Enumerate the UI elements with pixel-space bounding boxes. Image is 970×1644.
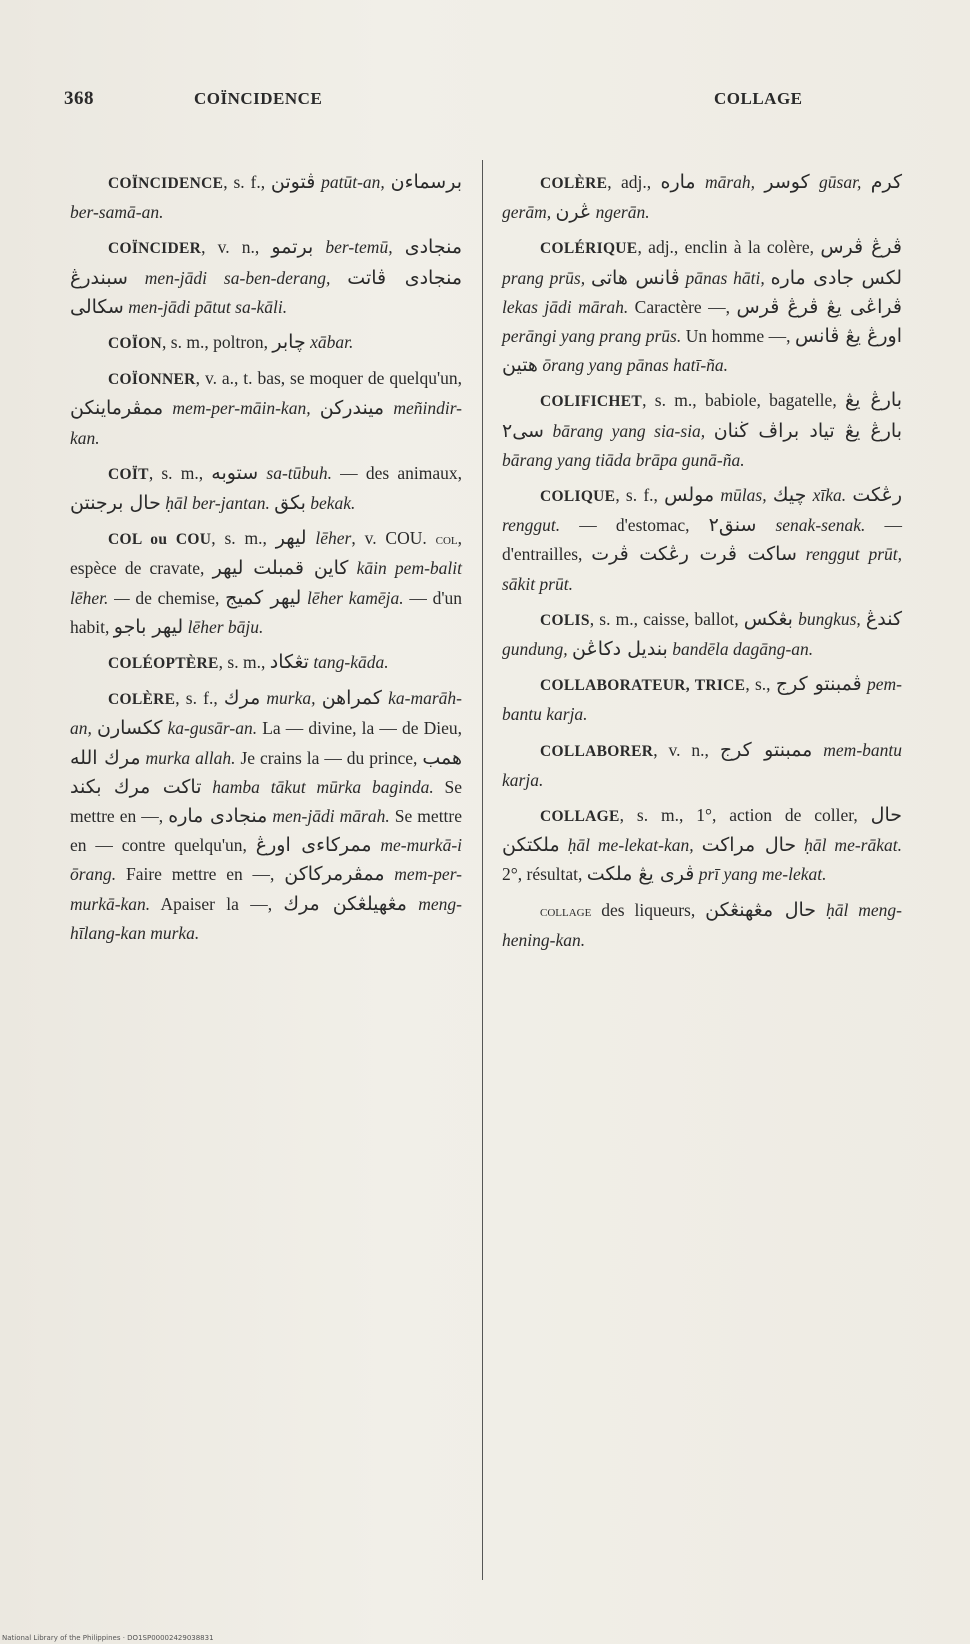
transliteration: kāin pem-balit lēher. — (70, 558, 462, 608)
dictionary-entry (502, 386, 902, 475)
arabic-script: كرم (870, 171, 902, 193)
sense-text: Se mettre en — contre quelqu'un, (70, 806, 463, 856)
arabic-script: مرك (223, 687, 261, 710)
transliteration: senak-senak. (756, 515, 866, 536)
transliteration: bungkus, (792, 608, 866, 629)
sense-text: Caractère —, (628, 296, 737, 317)
headword: COLÈRE (540, 175, 608, 192)
transliteration: meng-hīlang-kan murka. (70, 893, 462, 943)
sense-text: — d'entrailles, (502, 515, 902, 565)
sense-text: des liqueurs, (591, 899, 706, 920)
grammar: , s. f., (615, 485, 665, 506)
transliteration: ber-temū, (313, 237, 405, 258)
arabic-script: بكق (274, 492, 306, 515)
transliteration: mem-bantu karja. (502, 739, 903, 790)
arabic-script: مڠهيلڠكن مرك (283, 892, 407, 915)
headword: COL ou COU (108, 531, 212, 549)
arabic-script: ميندركن (319, 397, 385, 420)
transliteration: xābar. (305, 332, 354, 353)
arabic-script: حال مڠهنڠكن (705, 898, 817, 921)
transliteration: gūsar, (809, 172, 871, 192)
grammar: , s. m., poltron, (162, 332, 273, 353)
arabic-script: سنق٢ (708, 514, 757, 537)
dictionary-entry (502, 801, 902, 890)
headword: COÏNCIDER (108, 240, 202, 258)
dictionary-entry (70, 648, 462, 678)
transliteration: men-jādi mārah. (267, 806, 390, 827)
arabic-script: ساكت ڤرت رڠكت ڤرت (591, 543, 797, 566)
transliteration: pānas hāti, (679, 267, 771, 288)
transliteration: me-murkā-i ōrang. (70, 835, 463, 885)
transliteration: bekak. (305, 493, 356, 514)
arabic-script: تڠكاد (269, 651, 309, 674)
arabic-script: برسماءن (390, 171, 462, 193)
sense-text: , espèce de cravate, (70, 528, 462, 579)
arabic-script: ممڤرمركاكن (284, 863, 385, 886)
arabic-script: ڤمبنتو كرج (775, 673, 862, 696)
transliteration: meñindir-kan. (70, 398, 462, 448)
running-header (64, 88, 906, 116)
arabic-script: حال مراكت (701, 834, 797, 857)
scan-footer: National Library of the Philippines · DO1SP00002429038831 (2, 1634, 214, 1642)
sense-text: Faire mettre en —, (116, 864, 285, 885)
headword: COÏONNER (108, 371, 196, 389)
arabic-script: ممركاءى اورڠ (255, 834, 372, 857)
transliteration: lēher (306, 528, 352, 549)
arabic-script: ممبنتو كرج (719, 738, 813, 761)
arabic-script: برتمو (271, 236, 314, 259)
headword: COLIQUE (540, 488, 616, 506)
grammar: , s. f., (175, 688, 224, 709)
headword: COLIS (540, 611, 590, 629)
sense-text: — d'estomac, (560, 515, 709, 536)
arabic-script: ليهر (275, 527, 307, 550)
dictionary-entry (502, 481, 902, 599)
arabic-script: ككسارن (97, 717, 163, 740)
transliteration: ḥāl me-rākat. (796, 835, 902, 856)
arabic-script: بنديل دكاڠن (572, 638, 668, 661)
arabic-script: بڠكس (743, 607, 793, 630)
left-running-head: COÏNCIDENCE (194, 89, 323, 108)
arabic-script: ڤراڠى يڠ ڤرڠ ڤرس (736, 295, 902, 318)
transliteration: ngerān. (591, 202, 650, 223)
arabic-script: بارڠ يڠ تياد براڤ ڬنان (713, 419, 903, 442)
arabic-script: چابر (272, 331, 306, 354)
dictionary-entry (70, 684, 462, 948)
grammar: , s. f., (223, 172, 271, 192)
arabic-script: حال برجنتن (70, 492, 161, 515)
transliteration: murka, (260, 688, 322, 709)
headword: COLLAGE (540, 808, 620, 826)
cross-reference: , v. COU. (351, 528, 427, 549)
transliteration: gerām, (502, 202, 556, 223)
transliteration: lekas jādi mārah. (502, 296, 629, 317)
grammar: , s. m., (148, 462, 212, 483)
transliteration: prī yang me-lekat. (694, 864, 827, 885)
transliteration: mūlas, (714, 485, 773, 506)
arabic-script: كمراهن (321, 687, 382, 710)
headword: COÏT (108, 465, 149, 483)
arabic-script: لكس جادى ماره (770, 266, 902, 289)
arabic-script: كاين قمبلت ليهر (212, 557, 349, 580)
small-caps-headword: col (435, 531, 458, 549)
arabic-script: ڤتوتن (270, 171, 316, 193)
arabic-script: ستوبه (211, 461, 259, 484)
sense-text: — d'un habit, (70, 587, 462, 637)
arabic-script: مولس (664, 484, 715, 507)
dictionary-entry (70, 364, 462, 453)
arabic-script: چيك (772, 484, 807, 507)
left-column (70, 168, 462, 954)
transliteration: ōrang yang pānas hatī-ña. (537, 355, 729, 376)
arabic-script: ڤرڠ ڤرس (820, 236, 903, 259)
transliteration: perāngi yang prang prūs. (502, 326, 682, 347)
arabic-script: رڠكت (852, 484, 902, 507)
transliteration: mem-per-murkā-kan. (70, 864, 462, 914)
sense-text: de chemise, (129, 587, 226, 608)
transliteration: tang-kāda. (308, 652, 389, 673)
dictionary-entry (502, 736, 902, 795)
right-running-head: COLLAGE (714, 89, 803, 108)
dictionary-entry (502, 168, 902, 227)
headword: COLLABORATEUR, TRICE (540, 677, 746, 695)
dictionary-entry (502, 233, 902, 380)
transliteration: ka-gusār-an. (162, 718, 258, 739)
transliteration: bandēla dagāng-an. (667, 639, 814, 660)
grammar: , v. n., (653, 739, 720, 760)
sense-text: Je crains la — du prince, (235, 747, 423, 768)
transliteration: ḥāl ber-jantan. (160, 493, 275, 514)
transliteration: ḥāl me-lekat-kan, (559, 835, 702, 856)
headword: COÏON (108, 335, 163, 353)
transliteration: prang prūs, (502, 267, 591, 288)
arabic-script: ليهر كميج (225, 586, 302, 609)
transliteration: renggut. (502, 515, 561, 536)
arabic-script: منجادى ڤاتت سكالى (70, 266, 462, 318)
grammar: , v. n., (201, 237, 272, 258)
transliteration: bārang yang tiāda brāpa gunā-ña. (502, 449, 745, 470)
arabic-script: ڤرى يڠ ملكت (586, 863, 695, 886)
sense-text: 2°, résultat, (502, 864, 587, 885)
column-divider (482, 160, 483, 1580)
arabic-script: بارڠ يڠ سى٢ (502, 389, 902, 442)
transliteration: sa-tūbuh. (258, 462, 333, 483)
transliteration: pem-bantu karja. (502, 674, 902, 725)
arabic-script: حال ملكتكن (502, 804, 902, 857)
sense-text: Un homme —, (681, 326, 795, 347)
transliteration: renggut prūt, sākit prūt. (502, 544, 902, 594)
sense-text: La — divine, la — de Dieu, (257, 718, 462, 739)
transliteration: mem-per-māin-kan, (163, 398, 320, 419)
transliteration: patūt-an, (315, 172, 391, 192)
arabic-script: كوسر (764, 171, 810, 193)
arabic-script: مرك الله (70, 746, 141, 769)
sense-text: Se mettre en —, (70, 776, 462, 827)
dictionary-entry (70, 168, 462, 227)
arabic-script: كندڠ (865, 607, 903, 630)
arabic-script: منجادى سبندرڠ (70, 236, 462, 289)
headword: COLIFICHET (540, 393, 643, 411)
dictionary-entry (70, 233, 462, 322)
right-column (502, 168, 902, 961)
transliteration: mārah, (695, 172, 765, 192)
transliteration: ka-marāh-an, (70, 688, 463, 739)
transliteration: men-jādi pātut sa-kāli. (123, 296, 288, 317)
grammar: , s., (745, 674, 776, 695)
transliteration: gundung, (502, 639, 572, 660)
grammar: , s. m., 1°, action de coller, (619, 805, 871, 826)
transliteration: ḥāl meng-hening-kan. (502, 899, 902, 950)
arabic-script: همب تاكت مرك بكند (70, 746, 463, 798)
transliteration: murka allah. (140, 747, 236, 768)
headword: COLÈRE (108, 691, 176, 709)
grammar: , s. m., (211, 528, 276, 549)
page-number: 368 (64, 88, 94, 109)
transliteration: men-jādi sa-ben-derang, (127, 267, 348, 288)
transliteration: xīka. (806, 485, 853, 506)
dictionary-entry (502, 896, 902, 955)
transliteration: ber-samā-an. (70, 202, 164, 223)
grammar: , v. a., t. bas, se moquer de quelqu'un, (195, 368, 462, 389)
arabic-script: اورڠ يڠ ڤانس هتين (502, 325, 902, 377)
arabic-script: ليهر باجو (113, 615, 184, 638)
headword: COLÉRIQUE (540, 240, 638, 258)
arabic-script: ماره (660, 171, 696, 193)
headword: COLLABORER (540, 742, 654, 760)
arabic-script: منجادى ماره (168, 805, 268, 828)
dictionary-entry (70, 328, 462, 358)
dictionary-entry (502, 670, 902, 729)
small-caps-headword: collage (540, 902, 592, 920)
transliteration: hamba tākut mūrka baginda. (201, 776, 434, 797)
arabic-script: ممڤرماينكن (70, 397, 164, 420)
sense-text: Apaiser la —, (150, 893, 284, 914)
grammar: , s. m., (218, 652, 270, 673)
transliteration: lēher bāju. (183, 616, 264, 637)
grammar: , s. m., caisse, ballot, (589, 608, 744, 629)
grammar: , s. m., babiole, bagatelle, (642, 390, 846, 411)
grammar: , adj., enclin à la colère, (637, 237, 821, 258)
dictionary-entry (70, 524, 462, 642)
arabic-script: ڠرن (555, 201, 592, 224)
headword: COÏNCIDENCE (108, 175, 224, 192)
dictionary-entry (70, 459, 462, 518)
dictionary-entry (502, 605, 902, 664)
sense-text: — des animaux, (332, 462, 462, 483)
grammar: , adj., (607, 172, 661, 192)
headword: COLÉOPTÈRE (108, 655, 219, 673)
transliteration: bārang yang sia-sia, (543, 420, 714, 441)
transliteration: lēher kamēja. (301, 587, 404, 608)
arabic-script: ڤانس هاتى (590, 266, 680, 289)
